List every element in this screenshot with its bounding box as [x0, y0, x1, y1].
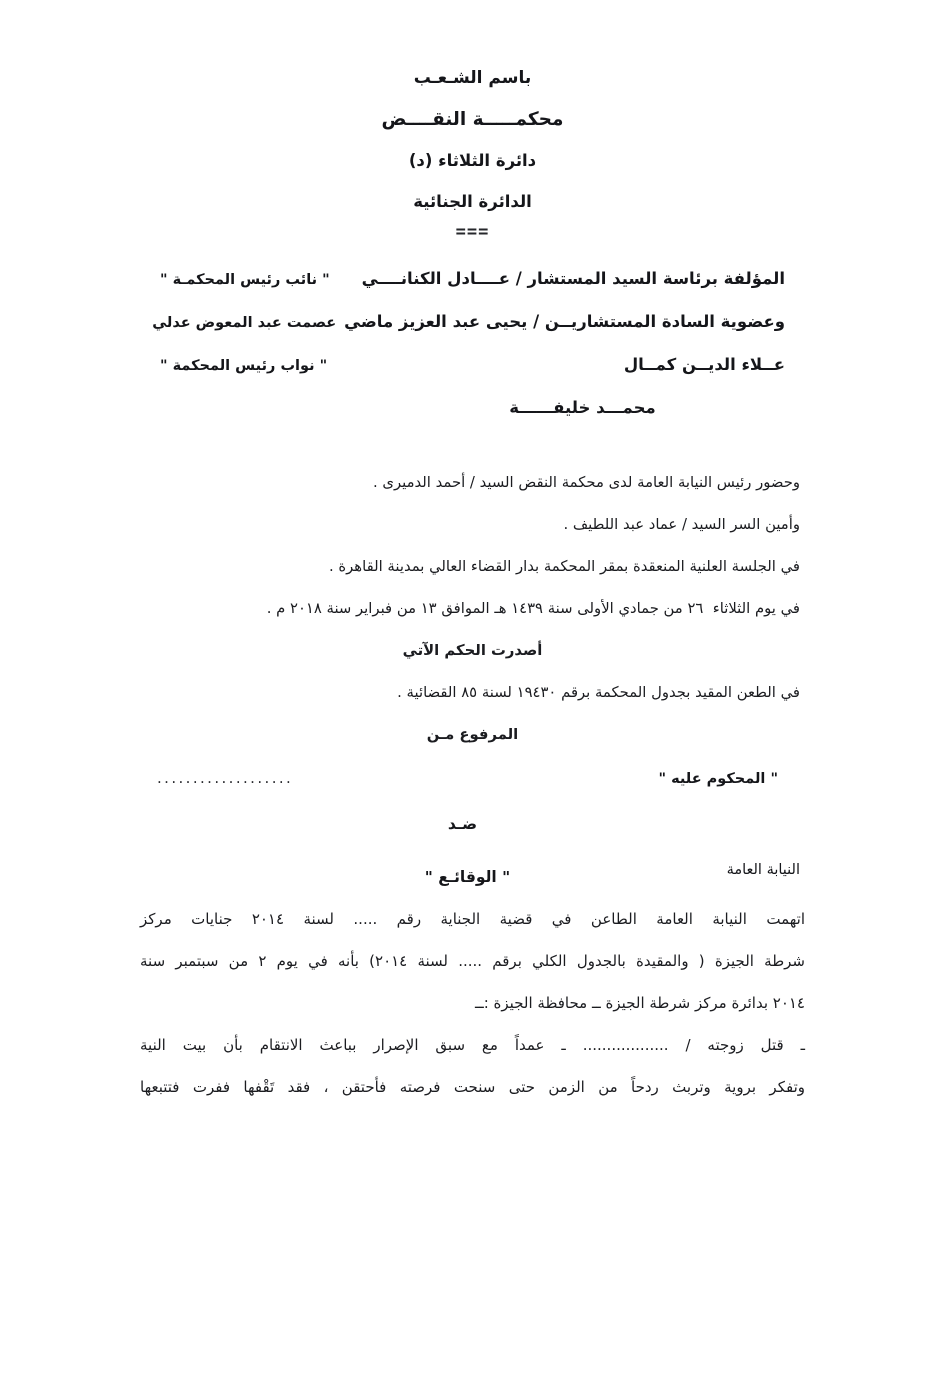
appellant-role-label: " المحكوم عليه " [658, 771, 778, 787]
bench-presiding-title: " نائب رئيس المحكمـة " [160, 272, 330, 288]
appellant-row [145, 756, 800, 801]
facts-section-title: " الوقائـع " [424, 868, 511, 886]
bench-row [160, 344, 785, 387]
bench-row [160, 387, 785, 428]
facts-paragraph-line: شرطة الجيزة ( والمقيدة بالجدول الكلي برقم ..... لسنة ٢٠١٤) بأنه في يوم ٢ من سبتمبر سنة [140, 952, 805, 970]
bench-member-judge-name: عصمت عبد المعوض عدلي [152, 315, 337, 331]
appeal-registration-line: في الطعن المقيد بجدول المحكمة برقم ١٩٤٣٠ لسنة ٨٥ القضائية . [397, 684, 800, 701]
verdict-issued-line: أصدرت الحكم الآتي [402, 642, 543, 659]
document-header [0, 58, 945, 222]
session-date-line: في يوم الثلاثاء ٢٦ من جمادي الأولى سنة ١٤٣٩ هـ الموافق ١٣ من فبراير سنة ٢٠١٨ م . [266, 600, 800, 617]
header-line-criminal-circuit: الدائرة الجنائية [413, 192, 532, 211]
facts-section [140, 856, 805, 1108]
bench-composition [152, 258, 785, 428]
secretary-attendance-line: وأمين السر السيد / عماد عبد اللطيف . [563, 516, 800, 533]
facts-paragraph-line: اتهمت النيابة العامة الطاعن في قضية الجناية رقم ..... لسنة ٢٠١٤ جنايات مركز [140, 910, 805, 928]
bench-member-judge-mohamed: محمـــد خليفــــــة [509, 398, 656, 417]
session-details [145, 462, 800, 893]
raised-by-label: المرفوع مـن [426, 726, 519, 743]
versus-label: ضـد [447, 815, 478, 833]
header-line-court-of-cassation: محكمـــــة النقــــض [381, 109, 564, 130]
facts-paragraph-line: ٢٠١٤ بدائرة مركز شرطة الجيزة ــ محافظة الجيزة :ــ [474, 994, 805, 1012]
bench-row [152, 301, 785, 344]
respondent-public-prosecution: النيابة العامة [726, 862, 800, 878]
header-separator-rule: === [455, 222, 490, 242]
charge-paragraph-line: ـ قتل زوجته / .................. ـ عمداً مع سبق الإصرار بباعث الانتقام بأن بيت النية [140, 1036, 805, 1054]
session-venue-line: في الجلسة العلنية المنعقدة بمقر المحكمة بدار القضاء العالي بمدينة القاهرة . [328, 558, 800, 575]
charge-paragraph-line: وتفكر بروية وتربث ردحاً من الزمن حتى سنحت فرصته فأحتقن ، فقد تَقْفها ففرت فتتبعها [140, 1078, 805, 1096]
appellant-name-placeholder: ................... [157, 769, 294, 787]
bench-deputies-title: " نواب رئيس المحكمة " [160, 358, 328, 374]
bench-member-judges: وعضوية السادة المستشاريــن / يحيى عبد العزيز ماضي [344, 312, 785, 331]
bench-row [160, 258, 785, 301]
bench-presiding-judge: المؤلفة برئاسة السيد المستشار / عــــادل الكنانــــي [361, 269, 785, 288]
prosecutor-attendance-line: وحضور رئيس النيابة العامة لدى محكمة النقض السيد / أحمد الدميرى . [372, 474, 800, 491]
header-line-in-the-name-of-the-people: باسم الشـعـب [413, 68, 532, 88]
bench-member-judge-alaa: عــلاء الديــن كمــال [623, 355, 785, 374]
header-line-tuesday-circuit: دائرة الثلاثاء (د) [408, 151, 537, 170]
